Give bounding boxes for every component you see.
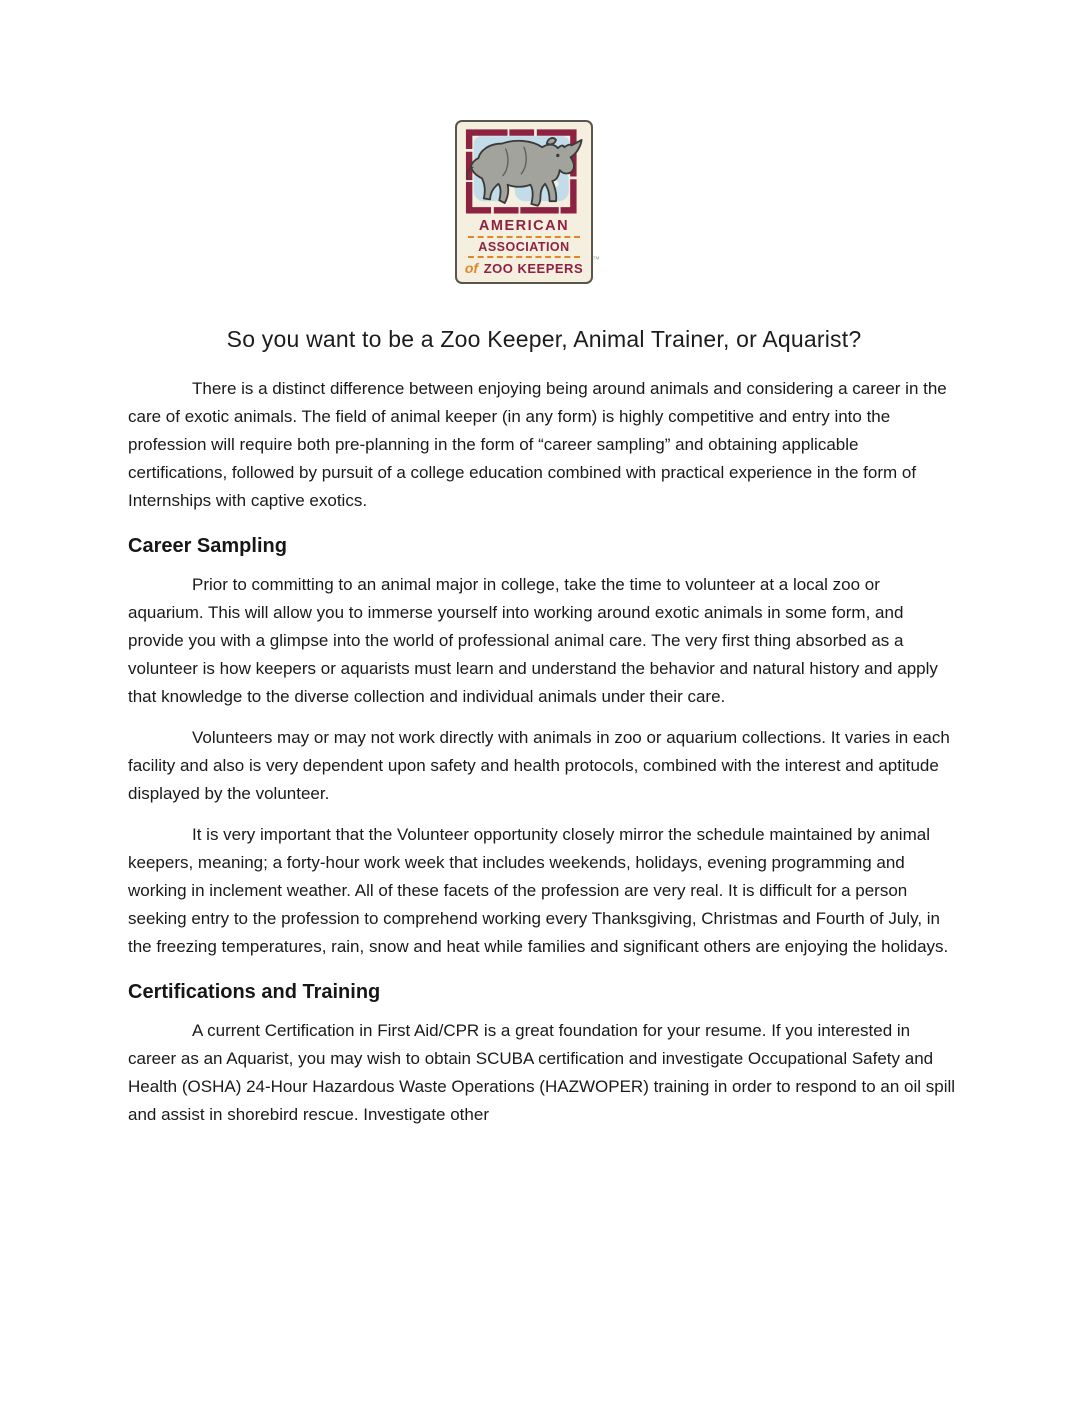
certifications-paragraph-1: A current Certification in First Aid/CPR is a great foundation for your resume. If you interested in career as an Aquarist, you may wish to obtain SCUBA certification and investigate Occupational Safety and Health (OSHA) 24-Hour Hazardous Waste Operations (HAZWOPER) training in order to respond to an oil spill and assist in shorebird rescue. Investigate other [128, 1021, 956, 1124]
trademark-mark: ™ [592, 255, 600, 264]
career-sampling-paragraph-1: Prior to committing to an animal major in college, take the time to volunteer at a local zoo or aquarium. This will allow you to immerse yourself into working around exotic animals in some form, and provide you with a glimpse into the world of professional animal care. The very first thing absorbed as a volunteer is how keepers or aquarists must learn and understand the behavior and natural history and apply that knowledge to the diverse collection and individual animals under their care. [128, 575, 938, 706]
logo-container [0, 0, 1088, 284]
career-sampling-paragraph-3: It is very important that the Volunteer opportunity closely mirror the schedule maintained by animal keepers, meaning; a forty-hour work week that includes weekends, holidays, evening programming and working in inclement weather. All of these facets of the profession are very real. It is difficult for a person seeking entry to the profession to comprehend working every Thanksgiving, Christmas and Fourth of July, in the freezing temperatures, rain, snow and heat while families and significant others are enjoying the holidays. [128, 825, 949, 956]
intro-paragraph: There is a distinct difference between enjoying being around animals and considering a career in the care of exotic animals. The field of animal keeper (in any form) is highly competitive and entry into the profession will require both pre-planning in the form of “career sampling” and obtaining applicable certifications, followed by pursuit of a college education combined with practical experience in the form of Internships with captive exotics. [128, 379, 947, 510]
aazk-logo [455, 120, 600, 284]
logo-text-association: ASSOCIATION [478, 240, 570, 254]
logo-text-american: AMERICAN [478, 218, 570, 234]
logo-dash-separator-bottom [468, 256, 581, 258]
section-heading-career-sampling: Career Sampling [128, 535, 287, 557]
page-title: So you want to be a Zoo Keeper, Animal Trainer, or Aquarist? [226, 326, 862, 352]
rhino-illustration [460, 125, 588, 217]
logo-text-zoo-keepers: ZOO KEEPERS [483, 261, 584, 276]
logo-text-of: of [464, 260, 479, 276]
section-heading-certifications: Certifications and Training [128, 981, 381, 1003]
document-body [128, 375, 960, 1129]
career-sampling-paragraph-2: Volunteers may or may not work directly with animals in zoo or aquarium collections. It varies in each facility and also is very dependent upon safety and health protocols, combined with the interest and aptitude displayed by the volunteer. [128, 728, 950, 803]
logo-text-zookeepers [460, 260, 588, 276]
logo-dash-separator-top [468, 236, 581, 238]
